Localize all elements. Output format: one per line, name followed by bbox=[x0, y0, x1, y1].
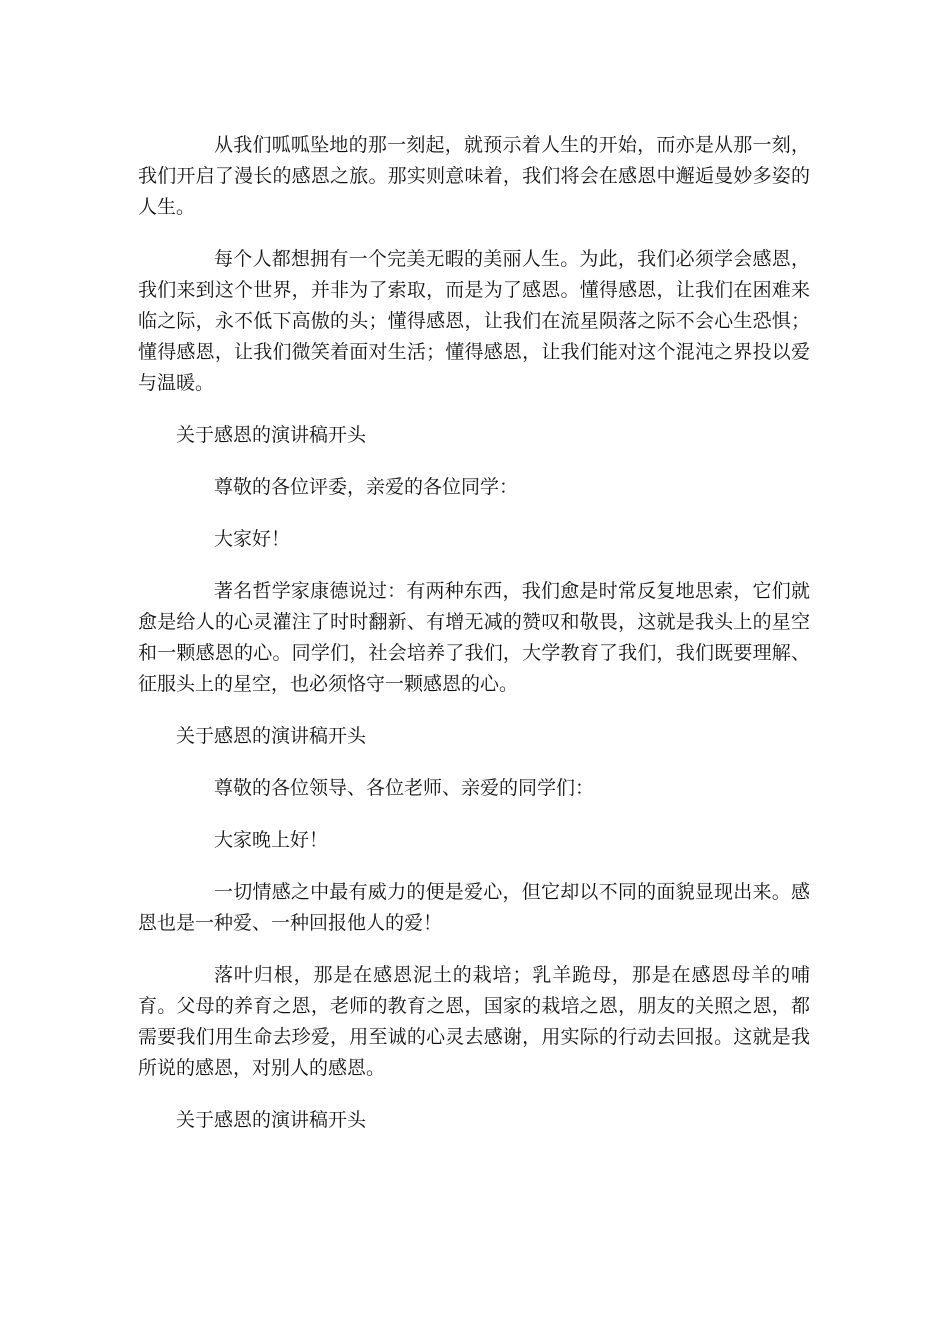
paragraph: 从我们呱呱坠地的那一刻起，就预示着人生的开始，而亦是从那一刻，我们开启了漫长的感恩之旅。那实则意味着，我们将会在感恩中邂逅曼妙多姿的人生。 bbox=[138, 134, 810, 218]
salutation: 尊敬的各位领导、各位老师、亲爱的同学们： bbox=[214, 777, 595, 799]
greeting: 大家好！ bbox=[214, 528, 291, 550]
section-heading: 关于感恩的演讲稿开头 bbox=[176, 424, 367, 446]
paragraph: 落叶归根，那是在感恩泥土的栽培；乳羊跪母，那是在感恩母羊的哺育。父母的养育之恩，老师的教育之恩，国家的栽培之恩，朋友的关照之恩，都需要我们用生命去珍爱，用至诚的心灵去感谢，用实际的行动去回报。这就是我所说的感恩，对别人的感恩。 bbox=[138, 964, 810, 1079]
greeting: 大家晚上好！ bbox=[214, 829, 329, 851]
salutation: 尊敬的各位评委，亲爱的各位同学： bbox=[214, 476, 519, 498]
paragraph: 每个人都想拥有一个完美无暇的美丽人生。为此，我们必须学会感恩，我们来到这个世界，并非为了索取，而是为了感恩。懂得感恩，让我们在困难来临之际，永不低下高傲的头；懂得感恩，让我们在流星陨落之际不会心生恐惧；懂得感恩，让我们微笑着面对生活；懂得感恩，让我们能对这个混沌之界投以爱与温暖。 bbox=[138, 248, 810, 394]
paragraph: 著名哲学家康德说过：有两种东西，我们愈是时常反复地思索，它们就愈是给人的心灵灌注了时时翻新、有增无减的赞叹和敬畏，这就是我头上的星空和一颗感恩的心。同学们，社会培养了我们，大学教育了我们，我们既要理解、征服头上的星空，也必须恪守一颗感恩的心。 bbox=[138, 580, 810, 695]
paragraph: 一切情感之中最有威力的便是爱心，但它却以不同的面貌显现出来。感恩也是一种爱、一种回报他人的爱！ bbox=[138, 881, 810, 934]
section-heading: 关于感恩的演讲稿开头 bbox=[176, 725, 367, 747]
document-body bbox=[138, 130, 810, 1157]
section-heading: 关于感恩的演讲稿开头 bbox=[176, 1109, 367, 1131]
